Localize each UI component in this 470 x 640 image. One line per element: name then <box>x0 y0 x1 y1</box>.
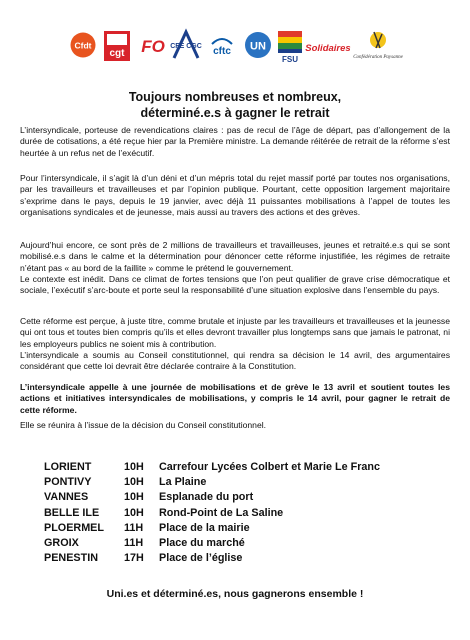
paragraph-3b: Le contexte est inédit. Dans ce climat de fortes tensions que l’on peut qualifier de grave crise démocratique et sociale, l’exécutif s’arc-boute et porte seul la responsabilité d’une situation explosive dans l’ensemble du pays. <box>20 273 450 296</box>
fo-logo-text: FO <box>141 37 165 56</box>
schedule-row-penestin <box>44 551 454 566</box>
schedule-place: Rond-Point de La Saline <box>159 506 284 519</box>
schedule-place: Place de l’église <box>159 552 243 565</box>
closing-slogan: Uni.es et déterminé.es, nous gagnerons ensemble ! <box>106 588 364 600</box>
fo-logo <box>140 33 166 57</box>
schedule-row-lorient <box>44 460 454 475</box>
schedule-row-vannes <box>44 490 454 505</box>
cfe-cgc-logo-text: CFE CGC <box>170 43 202 50</box>
paragraph-2: Pour l’intersyndicale, il s’agit là d’un déni et d’un mépris total du rejet massif porté par toutes nos organisations, par les travailleurs et travailleuses et par l’opinion publique. Pourtant, cette opposition largement majoritaire s’exprime dans le pays, depuis le 19 janvier, avec déjà 11 puissantes mobilisations à l’appel de toutes les organisations syndicales et de jeunesse, mais aussi au travers des actions et des grèves. <box>20 173 450 217</box>
schedule-place: Carrefour Lycées Colbert et Marie Le Franc <box>159 461 381 473</box>
schedule-time: 10H <box>124 476 144 489</box>
paragraph-1: L’intersyndicale, porteuse de revendications claires : pas de recul de l’âge de départ, pas d’allongement de la durée de cotisations, a été reçue hier par la Première ministre. La demande réitérée de retrait de la réforme s’est heurtée à un refus net de l’exécutif. <box>20 125 450 158</box>
title-line-1: Toujours nombreuses et nombreux, <box>128 90 342 104</box>
solidaires-logo-text: Solidaires <box>305 43 351 54</box>
schedule-row-belle-ile <box>44 506 454 521</box>
page-title <box>0 89 470 121</box>
cgt-logo-text: cgt <box>109 48 125 59</box>
fsu-logo-text: FSU <box>282 55 298 64</box>
schedule-city: LORIENT <box>44 461 92 473</box>
schedule-place: Place de la mairie <box>159 521 250 534</box>
union-logos-row <box>0 28 470 72</box>
solidaires-logo <box>304 37 352 57</box>
schedule-time: 10H <box>124 506 144 519</box>
schedule-city: PLOERMEL <box>44 521 104 534</box>
cftc-logo-text: cftc <box>213 46 231 57</box>
paragraph-4a: Cette réforme est perçue, à juste titre, comme brutale et injuste par les travailleurs et travailleuses et la jeunesse qui ont tous et toutes bien compris qu’ils et elles devront travailler plus longtemps sans que jamais le patronat, ni les employeurs publics ne soient mis à contribution. <box>20 316 450 349</box>
schedule-row-ploermel <box>44 521 454 536</box>
paragraph-4 <box>20 316 450 372</box>
confederation-paysanne-logo <box>353 28 403 68</box>
fsu-logo <box>278 31 302 63</box>
schedule-place: Esplanade du port <box>159 491 254 504</box>
schedule-time: 10H <box>124 461 144 473</box>
cgt-logo <box>104 31 130 61</box>
paragraph-3 <box>20 240 450 296</box>
schedule-place: La Plaine <box>159 476 207 489</box>
cfdt-logo-text: Cfdt <box>74 40 92 51</box>
schedule-time: 10H <box>124 491 144 504</box>
schedule-place: Place du marché <box>159 536 245 549</box>
cftc-logo <box>206 34 238 58</box>
schedule-time: 11H <box>124 536 144 549</box>
title-line-2: déterminé.e.s à gagner le retrait <box>140 106 330 120</box>
schedule-city: GROIX <box>44 536 79 549</box>
schedule-row-pontivy <box>44 475 454 490</box>
schedule-city: PENESTIN <box>44 552 98 565</box>
cfe-cgc-logo <box>170 28 202 62</box>
schedule-time: 17H <box>124 552 144 565</box>
schedule-city: VANNES <box>44 491 89 504</box>
mobilisation-schedule <box>44 460 454 566</box>
paragraph-meeting-note: Elle se réunira à l’issue de la décision du Conseil constitutionnel. <box>20 420 267 430</box>
cfdt-logo <box>70 32 96 58</box>
schedule-row-groix <box>44 536 454 551</box>
paragraph-3a: Aujourd’hui encore, ce sont près de 2 millions de travailleurs et travailleuses, jeunes et retraité.e.s qui se sont mobilisé.e.s dans le calme et la détermination pour dénoncer cette réforme injustifiée, les régimes de retraite n’étant pas « au bord de la faillite » comme le prétend le gouvernement. <box>20 240 450 273</box>
schedule-city: BELLE ILE <box>44 506 100 519</box>
unsa-logo <box>244 31 272 59</box>
schedule-city: PONTIVY <box>44 476 92 489</box>
paragraph-call-to-action: L’intersyndicale appelle à une journée de mobilisations et de grève le 13 avril et soutient toutes les actions et initiatives intersyndicales de mobilisations, y compris le 14 avril, pour gagner le retrait de cette réforme. <box>20 382 450 415</box>
paragraph-4b: L’intersyndicale a soumis au Conseil constitutionnel, qui rendra sa décision le 14 avril, des argumentaires considérant que cette loi devrait être déclarée contraire à la Constitution. <box>20 349 450 372</box>
confederation-paysanne-logo-text: Confédération Paysanne <box>353 55 403 60</box>
schedule-time: 11H <box>124 521 144 534</box>
unsa-logo-text: UN <box>250 40 266 53</box>
